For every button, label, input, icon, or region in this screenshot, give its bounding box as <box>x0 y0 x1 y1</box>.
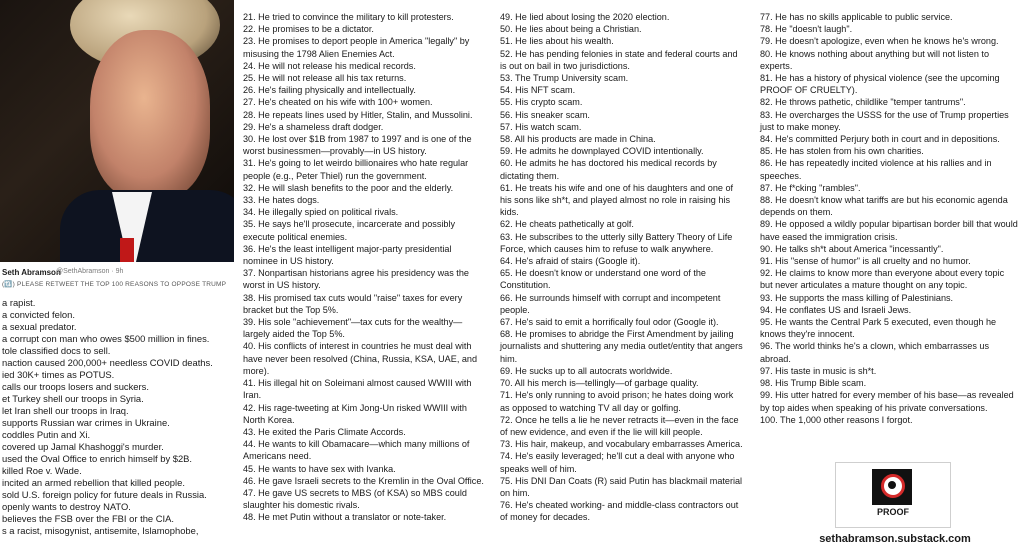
reason-item: 86. He has repeatedly incited violence at his rallies and in speeches. <box>760 158 992 181</box>
reason-item: 33. He hates dogs. <box>243 195 320 206</box>
tweet-author[interactable]: Seth Abramson <box>2 268 61 277</box>
reason-item: 37. Nonpartisan historians agree his presidency was the worst in US history. <box>243 268 469 291</box>
reason-item: 23. He promises to deport people in America "legally" by misusing the 1798 Alien Enemies Act. <box>243 36 470 59</box>
list-item: supports Russian war crimes in Ukraine. <box>2 417 170 428</box>
reason-item: 72. Once he tells a lie he never retracts it—even in the face of new evidence, and even if the lie will kill people. <box>500 414 739 437</box>
list-item: covered up Jamal Khashoggi's murder. <box>2 441 164 452</box>
list-item: a corrupt con man who owes $500 million in fines. <box>2 333 210 344</box>
list-item: et Turkey shell our troops in Syria. <box>2 393 144 404</box>
reason-item: 48. He met Putin without a translator or note-taker. <box>243 512 447 523</box>
reason-item: 93. He supports the mass killing of Palestinians. <box>760 292 954 303</box>
reason-item: 88. He doesn't know what tariffs are but his economic agenda depends on them. <box>760 195 1008 218</box>
list-item: tole classified docs to sell. <box>2 345 111 356</box>
reason-item: 84. He's committed Perjury both in court and in depositions. <box>760 134 1000 145</box>
reason-item: 83. He overcharges the USSS for the use of Trump properties just to make money. <box>760 109 1009 132</box>
reason-item: 32. He will slash benefits to the poor and the elderly. <box>243 182 454 193</box>
tweet-handle[interactable]: @SethAbramson · 9h <box>56 268 124 275</box>
reason-item: 61. He treats his wife and one of his daughters and one of his sons like sh*t, and played almost no role in raising his kids. <box>500 182 734 218</box>
list-item: calls our troops losers and suckers. <box>2 381 149 392</box>
reason-item: 42. His rage-tweeting at Kim Jong-Un risked WWIII with North Korea. <box>243 402 467 425</box>
list-item: a sexual predator. <box>2 321 77 332</box>
reason-item: 53. The Trump University scam. <box>500 73 629 84</box>
reason-item: 70. All his merch is—tellingly—of garbage quality. <box>500 378 699 389</box>
reason-item: 38. His promised tax cuts would "raise" taxes for every bracket but the Top 5%. <box>243 292 463 315</box>
reason-item: 60. He admits he has doctored his medical records by dictating them. <box>500 158 717 181</box>
reason-item: 87. He f*cking "rambles". <box>760 182 861 193</box>
reason-item: 64. He's afraid of stairs (Google it). <box>500 256 641 267</box>
reason-item: 54. His NFT scam. <box>500 85 576 96</box>
reason-item: 63. He subscribes to the utterly silly Battery Theory of Life Force, which causes him to refuse to walk anywhere. <box>500 231 733 254</box>
reason-item: 45. He wants to have sex with Ivanka. <box>243 463 396 474</box>
tweet-reason-list <box>0 297 234 537</box>
reason-item: 49. He lied about losing the 2020 election. <box>500 12 670 22</box>
reasons-column-2 <box>500 11 745 524</box>
reason-item: 44. He wants to kill Obamacare—which many millions of Americans need. <box>243 439 470 462</box>
reason-item: 100. The 1,000 other reasons I forgot. <box>760 414 913 425</box>
reason-item: 28. He repeats lines used by Hitler, Stalin, and Mussolini. <box>243 109 473 120</box>
list-item: ied 30K+ times as POTUS. <box>2 369 115 380</box>
reason-item: 94. He conflates US and Israeli Jews. <box>760 304 912 315</box>
reason-item: 98. His Trump Bible scam. <box>760 378 867 389</box>
reason-item: 26. He's failing physically and intellectually. <box>243 85 416 96</box>
reason-item: 52. He has pending felonies in state and federal courts and is out on bail in two jurisdictions. <box>500 48 738 71</box>
reason-item: 57. His watch scam. <box>500 121 582 132</box>
reason-item: 46. He gave Israeli secrets to the Kremlin in the Oval Office. <box>243 475 484 486</box>
reason-item: 66. He surrounds himself with corrupt and incompetent people. <box>500 292 721 315</box>
proof-badge <box>835 462 951 528</box>
reason-item: 92. He claims to know more than everyone about every topic but never articulates a mature thought on any topic. <box>760 268 1005 291</box>
reason-item: 67. He's said to emit a horrifically foul odor (Google it). <box>500 317 719 328</box>
reason-item: 25. He will not release all his tax returns. <box>243 73 407 84</box>
tweet-header <box>0 268 234 294</box>
reason-item: 99. His utter hatred for every member of his base—as revealed by top aides when speaking of his private conversations. <box>760 390 1014 413</box>
list-item: let Iran shell our troops in Iraq. <box>2 405 129 416</box>
reason-item: 39. His sole "achievement"—tax cuts for the wealthy—largely aided the Top 5%. <box>243 317 463 340</box>
trump-photo <box>0 0 234 262</box>
list-item: sold U.S. foreign policy for future deals in Russia. <box>2 489 207 500</box>
reason-item: 91. His "sense of humor" is all cruelty and no humor. <box>760 256 971 267</box>
reason-item: 22. He promises to be a dictator. <box>243 24 374 35</box>
reason-item: 96. The world thinks he's a clown, which embarrasses us abroad. <box>760 341 990 364</box>
reason-item: 55. His crypto scam. <box>500 97 583 108</box>
reason-item: 76. He's cheated working- and middle-class contractors out of money for decades. <box>500 500 739 523</box>
list-item: killed Roe v. Wade. <box>2 465 82 476</box>
photo-tie <box>120 238 134 262</box>
reason-item: 36. He's the least intelligent major-party presidential nominee in US history. <box>243 243 452 267</box>
list-item: coddles Putin and Xi. <box>2 429 91 440</box>
reason-item: 90. He talks sh*t about America "incessantly". <box>760 243 944 254</box>
reason-item: 34. He illegally spied on political rivals. <box>243 207 399 218</box>
reason-item: 65. He doesn't know or understand one word of the Constitution. <box>500 268 706 291</box>
reasons-column-1 <box>243 11 487 524</box>
list-item: a rapist. <box>2 297 36 308</box>
list-item: believes the FSB over the FBI or the CIA. <box>2 513 174 524</box>
list-item: openly wants to destroy NATO. <box>2 501 131 512</box>
reason-item: 85. He has stolen from his own charities. <box>760 146 924 157</box>
photo-face <box>90 30 210 200</box>
reason-item: 89. He opposed a wildly popular bipartisan border bill that would have eased the immigration crisis. <box>760 219 1018 242</box>
list-item: s a racist, misogynist, antisemite, Islamophobe, <box>2 525 199 536</box>
list-item: naction caused 200,000+ needless COVID deaths. <box>2 357 213 368</box>
reason-item: 95. He wants the Central Park 5 executed, even though he knows they're innocent. <box>760 317 997 340</box>
reason-item: 35. He says he'll prosecute, incarcerate and possibly execute political enemies. <box>243 219 456 242</box>
reason-item: 73. His hair, makeup, and vocabulary embarrasses America. <box>500 439 743 450</box>
reason-item: 62. He cheats pathetically at golf. <box>500 219 634 230</box>
proof-label: PROOF <box>876 507 909 517</box>
reason-item: 82. He throws pathetic, childlike "temper tantrums". <box>760 97 966 108</box>
reason-item: 41. His illegal hit on Soleimani almost caused WWIII with Iran. <box>243 378 472 401</box>
proof-target-icon <box>872 469 912 505</box>
reason-item: 31. He's going to let weirdo billionaires who hate regular people (e.g., Peter Thiel) run the government. <box>243 158 469 181</box>
tweet-plea: (🔃) PLEASE RETWEET THE TOP 100 REASONS TO OPPOSE TRUMP <box>2 281 227 288</box>
site-url[interactable]: sethabramson.substack.com <box>819 533 971 545</box>
reason-item: 59. He admits he downplayed COVID intentionally. <box>500 146 704 157</box>
list-item: used the Oval Office to enrich himself by $2B. <box>2 453 193 464</box>
reason-item: 58. All his products are made in China. <box>500 134 656 145</box>
reason-item: 74. He's easily leveraged; he'll cut a deal with anyone who speaks well of him. <box>500 451 735 474</box>
reason-item: 27. He's cheated on his wife with 100+ women. <box>243 97 433 108</box>
reason-item: 69. He sucks up to all autocrats worldwide. <box>500 365 673 376</box>
reason-item: 77. He has no skills applicable to public service. <box>760 12 953 22</box>
reason-item: 40. His conflicts of interest in countries he must deal with have never been resolved (China, Russia, KSA, UAE, and more). <box>243 341 478 376</box>
reason-item: 68. He promises to abridge the First Amendment by jailing journalists and shuttering any media outlet/entity that angers him. <box>500 329 743 364</box>
reason-item: 80. He knows nothing about anything but will not listen to experts. <box>760 48 990 71</box>
reason-item: 29. He's a shameless draft dodger. <box>243 121 384 132</box>
reason-item: 78. He "doesn't laugh". <box>760 24 853 35</box>
reason-item: 51. He lies about his wealth. <box>500 36 614 47</box>
reason-item: 97. His taste in music is sh*t. <box>760 365 877 376</box>
reason-item: 79. He doesn't apologize, even when he knows he's wrong. <box>760 36 999 47</box>
reason-item: 21. He tried to convince the military to kill protesters. <box>243 12 454 22</box>
reason-item: 75. His DNI Dan Coats (R) said Putin has blackmail material on him. <box>500 475 743 498</box>
reason-item: 81. He has a history of physical violence (see the upcoming PROOF OF CRUELTY). <box>760 73 1000 96</box>
list-item: a convicted felon. <box>2 309 75 320</box>
target-dot <box>888 481 896 489</box>
list-item: incited an armed rebellion that killed people. <box>2 477 185 488</box>
reason-item: 30. He lost over $1B from 1987 to 1997 and is one of the worst businessmen—provably—in US history. <box>243 134 472 157</box>
reason-item: 50. He lies about being a Christian. <box>500 24 642 35</box>
reasons-column-3 <box>760 11 1018 426</box>
reason-item: 56. His sneaker scam. <box>500 109 590 120</box>
reason-item: 24. He will not release his medical records. <box>243 60 416 71</box>
reason-item: 47. He gave US secrets to MBS (of KSA) so MBS could slaughter his domestic rivals. <box>243 487 467 511</box>
reason-item: 43. He exited the Paris Climate Accords. <box>243 426 406 437</box>
reason-item: 71. He's only running to avoid prison; he hates doing work as opposed to watching TV all day or golfing. <box>500 390 734 413</box>
